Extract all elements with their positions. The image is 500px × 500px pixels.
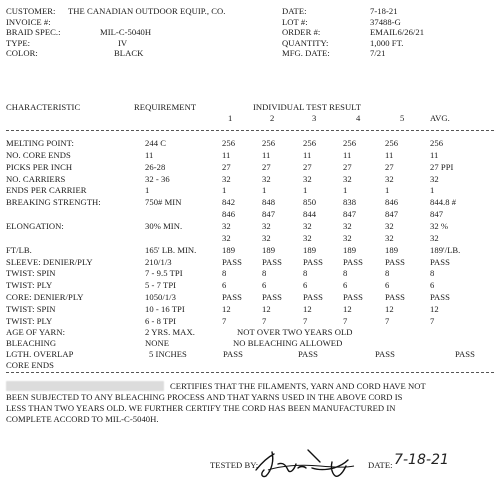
col-number-4: 4 [356,113,361,123]
row-value-1: 27 [222,161,231,172]
age-of-yarn-result: NOT OVER TWO YEARS OLD [237,327,353,337]
row-value-1: 846 [222,209,236,220]
row-value-4: 11 [343,149,352,160]
date-value: 7-18-21 [370,6,398,16]
row-value-3: 32 [303,220,312,231]
tested-by-label: TESTED BY: [210,460,259,470]
row-value-3: 8 [303,268,308,279]
footer-divider [6,372,494,373]
row-requirement: 26-28 [145,161,166,172]
customer-value: THE CANADIAN OUTDOOR EQUIP., CO. [68,6,226,16]
row-label: ELONGATION: [6,220,64,231]
row-value-5: PASS [385,256,405,267]
row-value-3: 1 [303,185,308,196]
row-value-1: 1 [222,185,227,196]
lot-value: 37488-G [370,16,401,27]
invoice-label: INVOICE #: [6,16,51,27]
row-average: PASS [430,292,450,303]
row-label: TWIST: PLY [6,315,53,326]
bleaching-result: NO BLEACHING ALLOWED [233,338,343,348]
header-divider [6,130,494,131]
row-value-5: 11 [385,149,394,160]
row-label: NO. CORE ENDS [6,149,71,160]
row-value-4: 8 [343,268,348,279]
row-value-2: 8 [262,268,267,279]
row-value-2: 11 [262,149,271,160]
overlap-result-4: PASS [455,349,475,359]
col-number-5: 5 [400,113,405,123]
type-value: IV [118,37,128,48]
row-value-1: 32 [222,173,231,184]
mfg-date-value: 7/21 [370,48,386,58]
bleaching-req: NONE [145,338,170,348]
row-label: PICKS PER INCH [6,161,73,172]
row-value-5: 7 [385,315,390,326]
row-average: 1 [430,185,435,196]
row-value-3: 189 [303,244,317,255]
row-value-4: 6 [343,280,348,291]
row-requirement: 1050/1/3 [145,292,176,303]
row-value-3: 11 [303,149,312,160]
row-label: TWIST: SPIN [6,268,56,279]
row-value-3: 6 [303,280,308,291]
row-value-2: 7 [262,315,267,326]
row-label: FT/LB. [6,244,32,255]
redacted-company-name [6,381,164,391]
row-requirement: 32 - 36 [145,173,170,184]
signature-image [250,440,370,484]
row-label: SLEEVE: DENIER/PLY [6,256,93,267]
row-average: 32 % [430,220,449,231]
core-ends-label: CORE ENDS [6,359,54,370]
type-label: TYPE: [6,37,31,48]
order-value: EMAIL6/26/21 [370,27,425,37]
row-value-1: 8 [222,268,227,279]
row-value-5: 27 [385,161,394,172]
signoff-date-handwritten: 7-18-21 [394,452,449,468]
row-requirement: 30% MIN. [145,220,183,231]
row-value-2: PASS [262,256,282,267]
row-value-1: 842 [222,197,236,208]
row-value-3: 27 [303,161,312,172]
row-value-2: 32 [262,173,271,184]
row-value-3: 32 [303,173,312,184]
col-average: AVG. [430,113,450,123]
col-number-2: 2 [270,113,275,123]
row-value-1: 32 [222,232,231,243]
row-value-4: PASS [343,292,363,303]
row-average: 11 [430,149,439,160]
row-value-5: 32 [385,173,394,184]
quantity-value: 1,000 FT. [370,37,404,48]
signoff-date-label: DATE: [368,460,393,470]
row-value-4: PASS [343,256,363,267]
row-value-4: 12 [343,303,352,314]
col-number-1: 1 [228,113,233,123]
row-value-3: 850 [303,197,317,208]
row-label: MELTING POINT: [6,138,74,148]
overlap-label: LGTH. OVERLAP [6,349,74,359]
overlap-result-3: PASS [375,349,395,359]
col-requirement: REQUIREMENT [134,102,197,112]
row-value-5: 1 [385,185,390,196]
row-value-4: 847 [343,209,357,220]
row-average: 8 [430,268,435,279]
row-value-4: 7 [343,315,348,326]
row-value-2: 32 [262,232,271,243]
col-characteristic: CHARACTERISTIC [6,102,81,112]
row-average: 7 [430,315,435,326]
row-average: 32 [430,173,439,184]
customer-label: CUSTOMER: [6,6,56,16]
row-requirement: 750# MIN [145,197,182,208]
cert-line-1: CERTIFIES THAT THE FILAMENTS, YARN AND CORD HAVE NOT [170,381,426,391]
row-value-5: 32 [385,232,394,243]
row-label: NO. CARRIERS [6,173,66,184]
row-requirement: 11 [145,149,154,160]
col-individual-result: INDIVIDUAL TEST RESULT [253,102,362,112]
row-label: TWIST: SPIN [6,303,56,314]
row-value-2: 847 [262,209,276,220]
row-value-3: PASS [303,256,323,267]
age-of-yarn-label: AGE OF YARN: [6,327,66,337]
lot-label: LOT #: [282,16,308,27]
row-value-2: 27 [262,161,271,172]
row-value-1: 32 [222,220,231,231]
braid-spec-label: BRAID SPEC.: [6,27,61,37]
row-average: 256 [430,138,444,148]
row-value-1: 11 [222,149,231,160]
row-value-5: 256 [385,138,399,148]
row-value-1: 7 [222,315,227,326]
row-average: 847 [430,209,444,220]
overlap-result-1: PASS [223,349,243,359]
cert-line-4: COMPLETE ACCORD TO MIL-C-5040H. [6,414,159,424]
row-value-5: 847 [385,209,399,220]
row-value-5: 846 [385,197,399,208]
row-value-5: 6 [385,280,390,291]
row-value-4: 838 [343,197,357,208]
row-requirement: 244 C [145,138,167,148]
row-requirement: 210/1/3 [145,256,172,267]
quantity-label: QUANTITY: [282,37,329,48]
row-average: 27 PPI [430,161,454,172]
row-value-4: 32 [343,232,352,243]
row-label: TWIST: PLY [6,280,53,291]
order-label: ORDER #: [282,27,321,37]
row-requirement: 165' LB. MIN. [145,244,197,255]
age-of-yarn-req: 2 YRS. MAX. [145,327,195,337]
row-label: BREAKING STRENGTH: [6,197,101,208]
row-value-3: 256 [303,138,317,148]
row-label: CORE: DENIER/PLY [6,292,84,303]
row-average: 189'/LB. [430,244,461,255]
row-value-4: 189 [343,244,357,255]
row-value-4: 32 [343,173,352,184]
row-value-4: 256 [343,138,357,148]
row-average: 12 [430,303,439,314]
row-requirement: 7 - 9.5 TPI [145,268,183,279]
row-value-1: 256 [222,138,236,148]
row-requirement: 1 [145,185,150,196]
row-value-2: 32 [262,220,271,231]
row-value-1: 189 [222,244,236,255]
row-value-4: 27 [343,161,352,172]
row-value-1: 12 [222,303,231,314]
row-requirement: 5 - 7 TPI [145,280,177,291]
row-label: ENDS PER CARRIER [6,185,87,196]
row-value-4: 32 [343,220,352,231]
overlap-result-2: PASS [298,349,318,359]
row-value-4: 1 [343,185,348,196]
row-value-2: 848 [262,197,276,208]
date-label: DATE: [282,6,307,16]
row-value-1: PASS [222,292,242,303]
row-value-2: 1 [262,185,267,196]
row-value-5: 32 [385,220,394,231]
row-value-3: 7 [303,315,308,326]
row-value-2: PASS [262,292,282,303]
row-value-1: 6 [222,280,227,291]
row-value-2: 189 [262,244,276,255]
row-value-3: 32 [303,232,312,243]
row-value-3: PASS [303,292,323,303]
row-value-2: 256 [262,138,276,148]
row-value-2: 6 [262,280,267,291]
col-number-3: 3 [312,113,317,123]
row-average: 32 [430,232,439,243]
bleaching-label: BLEACHING [6,338,57,348]
row-average: PASS [430,256,450,267]
row-requirement: 6 - 8 TPI [145,315,177,326]
row-value-3: 12 [303,303,312,314]
row-value-5: 189 [385,244,399,255]
row-average: 844.8 # [430,197,457,208]
color-label: COLOR: [6,48,38,58]
cert-line-3: LESS THAN TWO YEARS OLD. WE FURTHER CERTIFY THE CORD HAS BEEN MANUFACTURED IN [6,403,396,413]
row-average: 6 [430,280,435,291]
color-value: BLACK [114,48,144,58]
cert-line-2: BEEN SUBJECTED TO ANY BLEACHING PROCESS AND THAT YARNS USED IN THE ABOVE CORD IS [6,392,403,402]
braid-spec-value: MIL-C-5040H [100,27,152,37]
row-value-3: 844 [303,209,317,220]
row-value-2: 12 [262,303,271,314]
row-value-5: PASS [385,292,405,303]
row-value-1: PASS [222,256,242,267]
overlap-req: 5 INCHES [149,349,187,359]
mfg-date-label: MFG. DATE: [282,48,330,58]
row-value-5: 12 [385,303,394,314]
row-value-5: 8 [385,268,390,279]
row-requirement: 10 - 16 TPI [145,303,185,314]
